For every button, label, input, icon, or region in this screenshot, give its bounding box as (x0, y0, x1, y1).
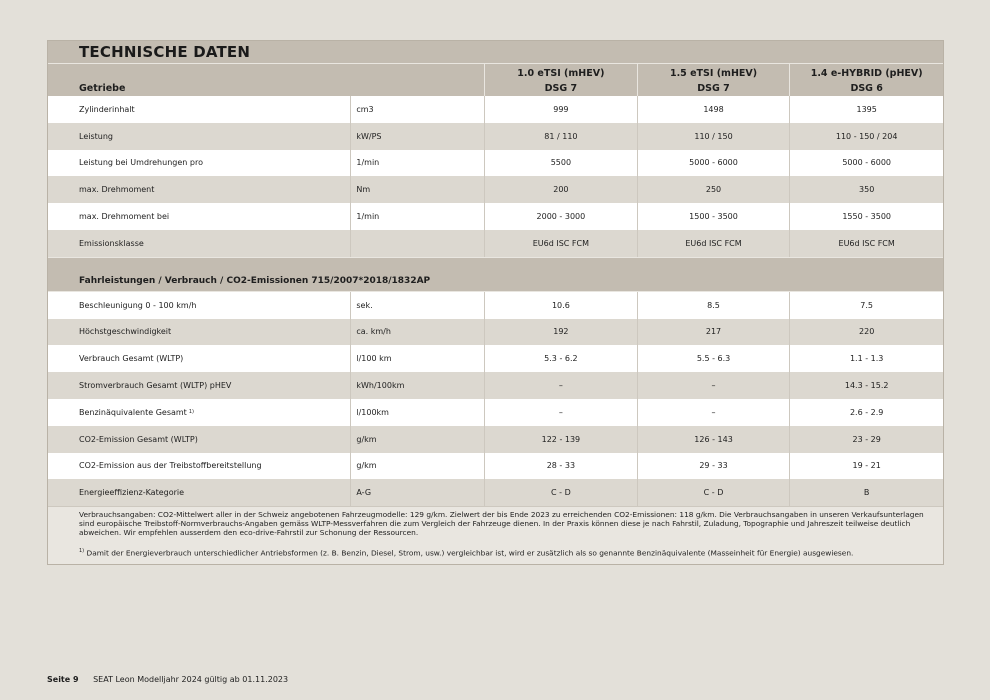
row-value: 999 (484, 96, 637, 123)
row-unit: g/km (350, 426, 484, 453)
row-value: 220 (789, 319, 943, 346)
row-value: 217 (637, 319, 790, 346)
page-title: TECHNISCHE DATEN (79, 43, 251, 61)
row-value: 5.5 - 6.3 (637, 345, 790, 372)
row-value: 1498 (637, 96, 790, 123)
engine-name: 1.0 eTSI (mHEV) (517, 68, 605, 79)
row-unit: kWh/100km (350, 372, 484, 399)
table-row (48, 426, 943, 453)
title-bar (48, 41, 943, 63)
row-unit: cm3 (350, 96, 484, 123)
table-row (48, 292, 943, 319)
engine-rows (48, 96, 943, 257)
row-label (48, 176, 350, 203)
row-label-text: Zylinderinhalt (79, 104, 135, 114)
row-unit: l/100 km (350, 345, 484, 372)
row-label (48, 479, 350, 506)
row-value: EU6d ISC FCM (789, 230, 943, 257)
row-value: – (484, 399, 637, 426)
row-value: 5500 (484, 150, 637, 177)
row-unit: sek. (350, 292, 484, 319)
row-value: 7.5 (789, 292, 943, 319)
engine-name: 1.4 e-HYBRID (pHEV) (810, 68, 923, 79)
row-label-text: Benzinäquivalente Gesamt (79, 407, 187, 417)
row-value: B (789, 479, 943, 506)
row-value: – (637, 399, 790, 426)
row-unit: A-G (350, 479, 484, 506)
row-unit: 1/min (350, 203, 484, 230)
row-value: 5000 - 6000 (789, 150, 943, 177)
row-label (48, 292, 350, 319)
row-label-text: Verbrauch Gesamt (WLTP) (79, 354, 184, 364)
footnote-mark: 1) (188, 409, 194, 416)
page-number: Seite 9 (47, 675, 79, 684)
table-row (48, 96, 943, 123)
row-value: 14.3 - 15.2 (789, 372, 943, 399)
row-label (48, 203, 350, 230)
row-unit: g/km (350, 453, 484, 480)
header-unit-cell (350, 64, 484, 96)
footnote-mark: 1) (79, 548, 85, 555)
header-label-cell (48, 64, 350, 96)
row-label-text: max. Drehmoment (79, 185, 155, 195)
gearbox-name: DSG 7 (544, 83, 578, 94)
row-label-text: CO2-Emission Gesamt (WLTP) (79, 434, 198, 444)
row-value: 1395 (789, 96, 943, 123)
footnote (79, 547, 933, 557)
row-value: 2.6 - 2.9 (789, 399, 943, 426)
row-value: 1550 - 3500 (789, 203, 943, 230)
table-header (48, 63, 943, 96)
row-label-text: Höchstgeschwindigkeit (79, 327, 172, 337)
performance-rows (48, 292, 943, 506)
header-engine-3 (789, 64, 943, 96)
row-value: 8.5 (637, 292, 790, 319)
getriebe-label: Getriebe (79, 83, 126, 94)
row-label (48, 426, 350, 453)
table-row (48, 479, 943, 506)
row-label (48, 345, 350, 372)
row-value: C - D (637, 479, 790, 506)
row-label-text: CO2-Emission aus der Treibstoffbereitstellung (79, 461, 262, 471)
row-value: 110 - 150 / 204 (789, 123, 943, 150)
engine-name: 1.5 eTSI (mHEV) (669, 68, 758, 79)
row-unit: l/100km (350, 399, 484, 426)
technical-data-table (47, 40, 944, 565)
row-label-text: max. Drehmoment bei (79, 212, 170, 222)
row-value: 110 / 150 (637, 123, 790, 150)
footnote-text: Damit der Energieverbrauch unterschiedlicher Antriebsformen (z. B. Benzin, Diesel, Strom, usw.) vergleichbar ist, wird er zusätzlich als so genannte Benzinäquivalente (Masseinheit für Energie) ausgewiesen. (86, 548, 854, 558)
row-unit: 1/min (350, 150, 484, 177)
row-value: EU6d ISC FCM (484, 230, 637, 257)
row-label (48, 96, 350, 123)
row-value: – (484, 372, 637, 399)
page-footer (47, 675, 288, 684)
row-label-text: Energieeffizienz-Kategorie (79, 488, 185, 498)
row-label (48, 372, 350, 399)
row-unit: kW/PS (350, 123, 484, 150)
table-row (48, 230, 943, 257)
row-value: 2000 - 3000 (484, 203, 637, 230)
row-value: 5.3 - 6.2 (484, 345, 637, 372)
row-label-text: Leistung bei Umdrehungen pro (79, 158, 203, 168)
row-value: EU6d ISC FCM (637, 230, 790, 257)
table-row (48, 176, 943, 203)
row-label (48, 453, 350, 480)
notes (48, 506, 943, 563)
row-value: 23 - 29 (789, 426, 943, 453)
row-label (48, 319, 350, 346)
row-value: 19 - 21 (789, 453, 943, 480)
section-title: Fahrleistungen / Verbrauch / CO2-Emissionen 715/2007*2018/1832AP (79, 275, 431, 286)
table-row (48, 203, 943, 230)
row-unit: Nm (350, 176, 484, 203)
row-value: 29 - 33 (637, 453, 790, 480)
section-header (48, 257, 943, 292)
consumption-note: Verbrauchsangaben: CO2-Mittelwert aller in der Schweiz angebotenen Fahrzeugmodelle: 129 g/km. Zielwert der bis Ende 2023 zu erreichenden CO2-Emissionen: 118 g/km. Die Verbrauchsangaben in unseren Verkaufsunterlagen sind europäische Treibstoff-Normverbrauchs-Angaben gemäss WLTP-Messverfahren die zum Vergleich der Fahrzeuge dienen. In der Praxis können diese je nach Fahrstil, Zuladung, Topographie und Jahreszeit teilweise deutlich abweichen. Wir empfehlen ausserdem den eco-drive-Fahrstil zur Schonung der Ressourcen. (79, 510, 924, 538)
row-label (48, 123, 350, 150)
row-value: 1500 - 3500 (637, 203, 790, 230)
row-label (48, 150, 350, 177)
row-value: 192 (484, 319, 637, 346)
table-row (48, 123, 943, 150)
row-label-text: Beschleunigung 0 - 100 km/h (79, 300, 197, 310)
row-label-text: Leistung (79, 131, 113, 141)
row-value: 1.1 - 1.3 (789, 345, 943, 372)
header-engine-2 (637, 64, 790, 96)
header-engine-1 (484, 64, 637, 96)
table-row (48, 453, 943, 480)
row-label (48, 399, 350, 426)
row-value: 250 (637, 176, 790, 203)
row-value: 350 (789, 176, 943, 203)
row-label-text: Emissionsklasse (79, 238, 144, 248)
row-value: 200 (484, 176, 637, 203)
gearbox-name: DSG 6 (850, 83, 883, 94)
row-label-text: Stromverbrauch Gesamt (WLTP) pHEV (79, 381, 232, 391)
row-unit: ca. km/h (350, 319, 484, 346)
row-value: 126 - 143 (637, 426, 790, 453)
row-label (48, 230, 350, 257)
footer-text: SEAT Leon Modelljahr 2024 gültig ab 01.11.2023 (93, 675, 289, 684)
table-row (48, 372, 943, 399)
row-value: 81 / 110 (484, 123, 637, 150)
row-value: 10.6 (484, 292, 637, 319)
row-value: – (637, 372, 790, 399)
row-value: 5000 - 6000 (637, 150, 790, 177)
gearbox-name: DSG 7 (697, 83, 730, 94)
table-row (48, 345, 943, 372)
row-value: C - D (484, 479, 637, 506)
row-unit (350, 230, 484, 257)
table-row (48, 150, 943, 177)
table-row (48, 399, 943, 426)
row-value: 28 - 33 (484, 453, 637, 480)
table-row (48, 319, 943, 346)
row-value: 122 - 139 (484, 426, 637, 453)
